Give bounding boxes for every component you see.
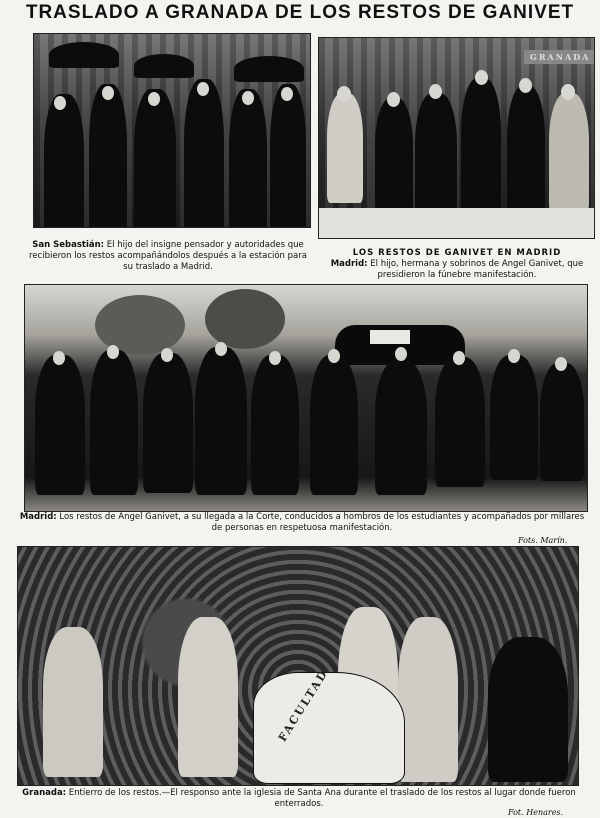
photo-granada [17,546,579,786]
crowd-figure [35,355,85,495]
umbrella [134,54,194,78]
photo-credit-marin: Fots. Marín. [518,536,568,545]
caption-madrid-students [16,512,588,534]
face [269,351,281,365]
face [555,357,567,371]
crowd-figure [195,347,247,495]
caption-text: El hijo del insigne pensador y autoridades que recibieron los restos acompañándolos después a la estación para su traslado a Madrid. [29,240,307,272]
face [429,84,442,99]
crowd-figure [310,355,358,495]
caption-text: El hijo, hermana y sobrinos de Angel Ganivet, que presidieron la fúnebre manifestación. [370,259,584,280]
ground [319,208,594,238]
crowd-figure [375,360,427,495]
crowd-figure [44,94,84,228]
crowd-figure [540,363,584,481]
face [242,91,254,105]
face [328,349,340,363]
crowd-figure [398,617,458,782]
crowd-figure [143,353,193,493]
caption-madrid-family [318,248,596,281]
face [102,86,114,100]
face [453,351,465,365]
person-figure [461,78,501,213]
crowd-figure [251,355,299,495]
person-figure [375,98,413,218]
caption-place: San Sebastián: [32,240,105,250]
crowd-figure [178,617,238,777]
face [561,84,575,100]
photo-san-sebastian [33,33,311,228]
face [148,92,160,106]
face [107,345,119,359]
crowd-figure [435,357,485,487]
caption-place: Madrid: [19,512,57,522]
umbrella [49,42,119,68]
crowd-figure [134,89,176,228]
photo-credit-henares: Fot. Henares. [508,808,564,817]
caption-text: Entierro de los restos.—El responso ante la iglesia de Santa Ana durante el traslado de los restos al lugar donde fueron enterrados. [68,788,576,809]
page-headline: TRASLADO A GRANADA DE LOS RESTOS DE GANIVET [25,2,575,23]
crowd-figure [43,627,103,777]
station-sign: GRANADA [524,50,595,64]
person-figure [415,93,457,221]
coffin-stamp: FACULTAD [275,667,331,744]
face [161,348,173,362]
caption-granada [12,788,586,810]
face [519,78,532,93]
face [54,96,66,110]
photo-madrid-family [318,37,595,239]
caption-san-sebastian [28,240,308,273]
caption-text: Los restos de Angel Ganivet, a su llegada a la Corte, conducidos a hombros de los estudiantes y acompañados por millares de personas en respetuosa manifestación. [59,512,585,533]
face [281,87,293,101]
caption-title: LOS RESTOS DE GANIVET EN MADRID [352,248,562,258]
face [215,342,227,356]
crowd-figure [229,89,267,228]
face [395,347,407,361]
face [197,82,209,96]
coffin [253,672,405,784]
crowd-figure [270,84,306,228]
person-figure [327,93,363,203]
tree [205,289,285,349]
photo-madrid-students [24,284,588,512]
crowd-figure [490,355,538,480]
face [387,92,400,107]
person-figure [549,93,589,213]
crowd-figure [90,350,138,495]
caption-place: Madrid: [330,259,368,269]
person-figure [507,86,545,216]
face [508,349,520,363]
umbrella [234,56,304,82]
crowd-figure [89,84,127,228]
face [475,70,488,85]
crowd-figure [488,637,568,782]
face [337,86,351,102]
caption-place: Granada: [22,788,67,798]
crowd-figure [184,79,224,228]
face [53,351,65,365]
coffin-sign [370,330,410,344]
